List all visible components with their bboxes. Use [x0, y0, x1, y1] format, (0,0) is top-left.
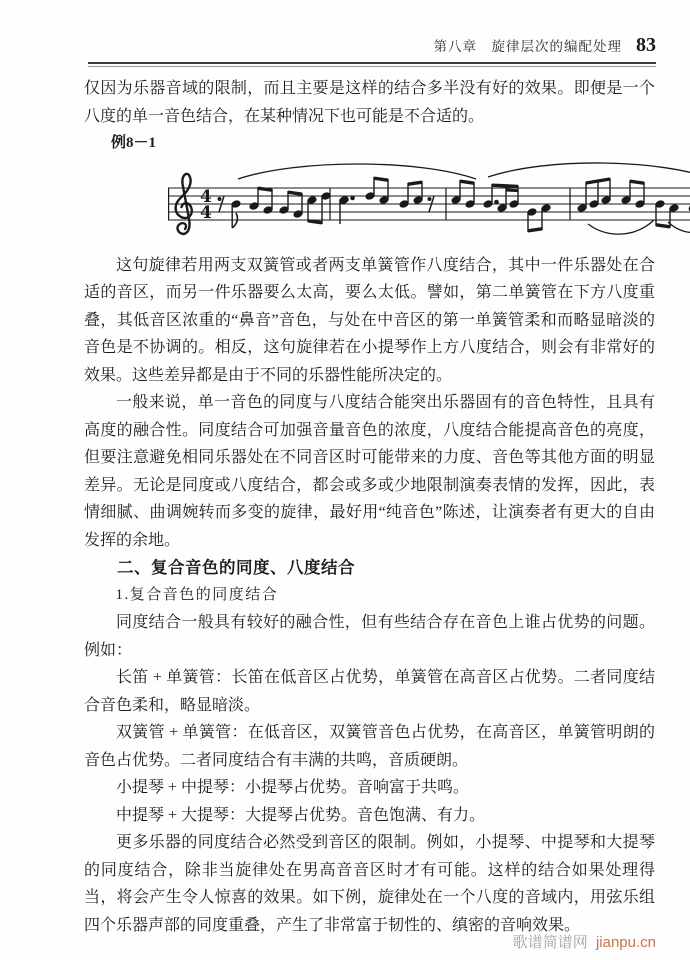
- notes-measure-2: [339, 177, 434, 224]
- sub-heading: 1.复合音色的同度结合: [115, 586, 279, 603]
- page-body: [84, 75, 655, 939]
- example-label: 例8－1: [111, 135, 157, 151]
- time-signature-top: 4: [200, 186, 212, 207]
- page-number: 83: [636, 34, 656, 56]
- staff-lines: [168, 188, 690, 220]
- time-signature: [200, 187, 212, 223]
- watermark: [513, 931, 656, 952]
- paragraph: 中提琴 + 大提琴：大提琴占优势。音色饱满、有力。: [116, 806, 486, 824]
- paragraph: 这句旋律若用两支双簧管或者两支单簧管作八度结合，其中一件乐器处在合适的音区，而另一件乐器要么太高，要么太低。譬如，第二单簧管在下方八度重叠，其低音区浓重的“鼻音”音色，与处在中音区的第一单簧管柔和而略显暗淡的音色是不协调的。相反，这句旋律若在小提琴作上方八度结合，则会有非常好的效果。这些差异都是由于不同的乐器性能所决定的。: [84, 256, 655, 384]
- paragraph: 双簧管 + 单簧管：在低音区，双簧管音色占优势，在高音区，单簧管明朗的音色占优势。二者同度结合有丰满的共鸣，音质硬朗。: [84, 724, 655, 769]
- watermark-site-name: 歌谱简谱网: [512, 934, 588, 951]
- paragraph: 更多乐器的同度结合必然受到音区的限制。例如，小提琴、中提琴和大提琴的同度结合，除非当旋律处在男高音音区时才有可能。这样的结合如果处理得当，将会产生令人惊喜的效果。如下例，旋律处在一个八度的音域内，用弦乐组四个乐器声部的同度重叠，产生了非常富于韧性的、缜密的音响效果。: [84, 834, 655, 934]
- paragraph-continuation: 仅因为乐器音域的限制，而且主要是这样的结合多半没有好的效果。即便是一个八度的单一音色结合，在某种情况下也可能是不合适的。: [84, 80, 655, 125]
- paragraph: 小提琴 + 中提琴：小提琴占优势。音响富于共鸣。: [116, 779, 470, 796]
- paragraph: 长笛 + 单簧管：长笛在低音区占优势，单簧管在高音区占优势。二者同度结合音色柔和，略显暗淡。: [84, 669, 655, 714]
- paragraph: 一般来说，单一音色的同度与八度结合能突出乐器固有的音色特性，且具有高度的融合性。同度结合可加强音量音色的浓度，八度结合能提高音色的亮度，但要注意避免相同乐器处在不同音区时可能带来的力度、音色等其他方面的明显差异。无论是同度或八度结合，都会或多或少地限制演奏表情的发挥，因此，表情细腻、曲调婉转而多变的旋律，最好用“纯音色”陈述，让演奏者有更大的自由发挥的余地。: [84, 394, 655, 549]
- section-heading: 二、复合音色的同度、八度结合: [117, 558, 355, 577]
- page-header: [0, 0, 690, 57]
- header-rule: [88, 62, 656, 67]
- notes-measure-1: [231, 187, 331, 228]
- chapter-title: 第八章 旋律层次的编配处理: [433, 39, 622, 54]
- time-signature-bottom: 4: [200, 202, 212, 223]
- staff-notation: [168, 162, 690, 250]
- music-score-example: [168, 162, 620, 250]
- paragraph: 同度结合一般具有较好的融合性，但有些结合存在音色上谁占优势的问题。例如：: [84, 614, 655, 659]
- watermark-site-url: jianpu.cn: [595, 934, 656, 951]
